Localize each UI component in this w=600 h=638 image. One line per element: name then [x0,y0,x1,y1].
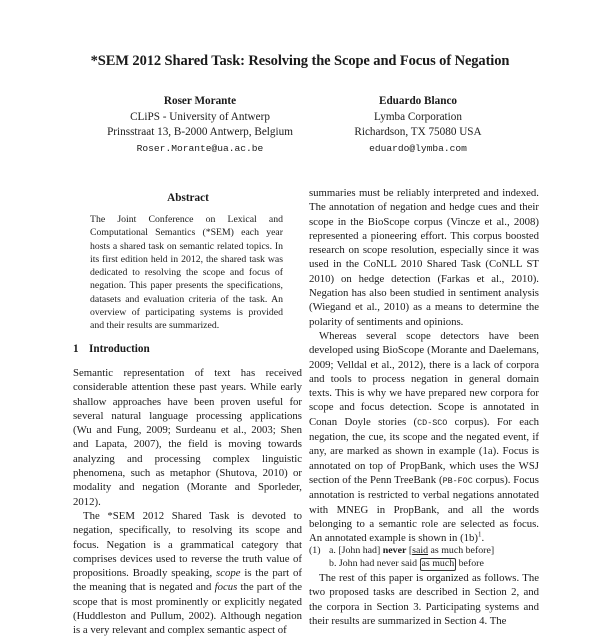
text-span: The *SEM 2012 Shared Task is devoted to negation, specifically, to resolving its scope and focus. Negation is a grammatical category that comprises devices used to reverse the truth value of propositions. Broadly speaking, [73,509,302,580]
text-span: the part of the scope that is most prominently or explicitly negated (Huddleston and Pullum, 2002). Although negation is a very relevant and complex semantic aspect of [73,581,303,637]
author-name: Roser Morante [163,95,237,107]
example-number: (1) [309,545,321,557]
term-focus: focus [214,581,238,594]
author-block-1 [95,94,305,156]
text-span: corpus). For each negation, the cue, its scope and the negated event, if any, are marked as shown in example (1a). Focus is annotated on top of PropBank, which uses the WSJ section of the Penn TreeBank ( [309,415,539,486]
corpus-name-cdsco: CD-SCO [417,417,448,428]
example-1a: a. [John had] never [said as much before] [329,545,495,557]
author-affiliation: Lymba Corporation [374,110,462,123]
corpus-name-pbfoc: PB-FOC [442,475,473,486]
scope-bracket: [John had] [338,545,381,557]
section-heading [73,343,150,355]
author-affiliation: CLiPS - University of Antwerp [130,110,270,123]
term-scope: scope [216,567,241,580]
focus-box: as much [421,558,455,570]
example-label: a. [329,545,336,557]
section-number: 1 [73,343,79,355]
author-email: Roser.Morante@ua.ac.be [136,142,264,154]
text-span: corpus). Focus annotation is restricted to verbal negations annotated with MNEG in PropBank, and all the words belonging to a semantic role are selected as focus. An annotated example is shown in (1b) [309,473,539,545]
intro-paragraph-3: summaries must be reliably interpreted and indexed. The annotation of negation and hedge cues and their scope in the BioScope corpus (Vincze et al., 2008) represented a pioneering effort. This corpus boosted research on scope resolution, especially since it was used in the CoNLL 2010 Shared Task (CoNLL ST 2010) on hedge detection (Farkas et al., 2010). Negation has also been studied in sentiment analysis (Wiegand et al., 2010) as a means to determine the polarity of sentiments and opinions. [309,187,539,328]
abstract-text: The Joint Conference on Lexical and Computational Semantics (*SEM) each year hosts a shared task on semantic related topics. In its first edition held in 2012, the shared task was dedicated to resolving the scope and focus of negation. This paper presents the specifications, datasets and evaluation criteria of the task. An overview of participating systems is provided and their results are summarized. [90,214,283,332]
text-span: Whereas several scope detectors have been developed using BioScope (Morante and Daelemans, 2009; Velldal et al., 2012), there is a lack of corpora and tools to process negation in general domain texts. This is why we have prepared new corpora for scope and focus detection. Scope is annotated in Conan Doyle stories ( [309,329,539,428]
intro-paragraph-1: Semantic representation of text has received considerable attention these past years. While early shallow approaches have been proven useful for several natural language processing applications (Wu and Fung, 2009; Surdeanu et al., 2003; Shen and Lapata, 2007), the field is moving towards analyzing and processing complex linguistic phenomena, such as metaphor (Shutova, 2010) or modality and negation (Morante and Sporleder, 2012). [73,367,302,508]
example-label: b. [329,558,337,570]
scope-bracket: as much before] [430,545,495,557]
paper-title: *SEM 2012 Shared Task: Resolving the Scope and Focus of Negation [90,53,510,69]
section-title: Introduction [89,343,150,355]
negated-event: said [412,545,429,557]
author-email: eduardo@lymba.com [369,142,467,154]
text-span: . [481,532,485,545]
negation-cue: never [382,545,407,557]
intro-paragraph-2 [73,509,302,638]
author-address: Prinsstraat 13, B-2000 Antwerp, Belgium [107,126,293,138]
right-column [309,186,539,628]
author-block-2 [318,94,518,156]
left-column [73,366,302,638]
example-text: before [458,558,484,570]
intro-paragraph-4 [309,329,539,545]
example-text: John had never said [338,558,418,570]
author-name: Eduardo Blanco [378,95,458,107]
author-address: Richardson, TX 75080 USA [354,126,482,138]
abstract-heading: Abstract [167,192,209,204]
intro-paragraph-5: The rest of this paper is organized as follows. The two proposed tasks are described in Section 2, and the corpora in Section 3. Participating systems and their results are summarized in Section 4. The [309,572,539,627]
text-span: is the part of the meaning that is negated and [73,567,302,594]
footnote-marker: 1 [477,530,482,539]
example-1b [309,558,539,571]
example-1 [309,545,539,571]
